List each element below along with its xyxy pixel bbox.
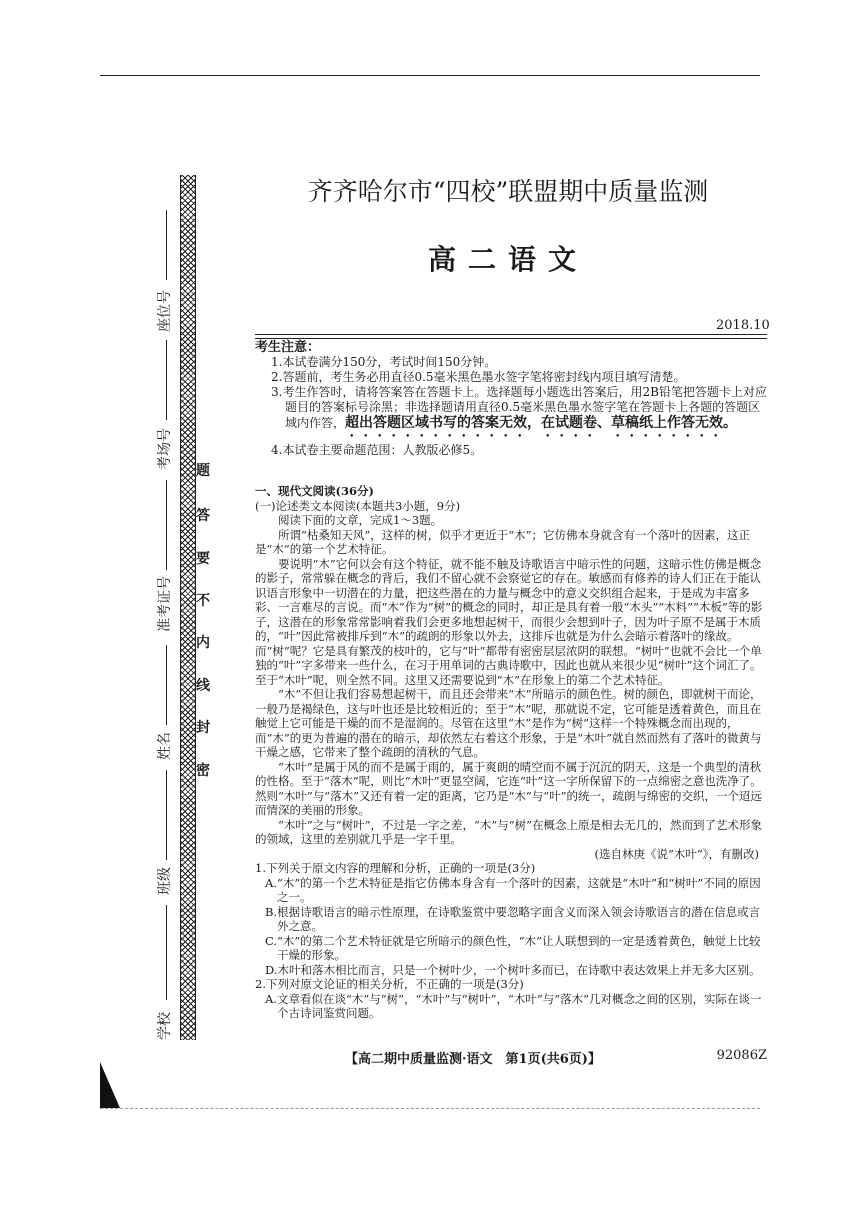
name-label: 姓名 [157, 732, 173, 760]
seal-char: 内 [196, 635, 210, 651]
page-label: 【高二期中质量监测·语文 第1页(共6页)】 [345, 1052, 601, 1067]
notice-emphasis: 超出答题区域书写的答案无效，在试题卷、草稿纸上作答无效。 [345, 415, 738, 431]
seal-char: 答 [196, 508, 210, 524]
paragraph: “木”不但让我们容易想起树干，而且还会带来“木”所暗示的颜色性。树的颜色，即就树干而论，一般乃是褐绿色，这与叶也还是比较相近的；至于“木”呢，那就说不定，它可能是透着黄色，而且在触觉上它可能是干燥的而不是湿润的。尽管在这里“木”是作为“树”这样一个特殊概念而出现的，而“木”的更为普遍的潜在的暗示，却依然左右着这个形象，于是“木叶”就自然而然有了落叶的微黄与干燥之感，它带来了整个疏朗的清秋的气息。 [255, 687, 762, 759]
scan-artifact-line [100, 1108, 760, 1110]
paragraph: “木叶”之与“树叶”，不过是一字之差，“木”与“树”在概念上原是相去无几的，然而到了艺术形象的领域，这里的差别就几乎是一字千里。 [255, 817, 763, 846]
exam-subtitle: 高二语文 [427, 243, 588, 276]
seat-label: 座位号 [157, 290, 173, 332]
top-rule [100, 75, 760, 76]
exam-title: 齐齐哈尔市“四校”联盟期中质量监测 [307, 177, 709, 206]
exam-no-line [166, 340, 167, 420]
question-1: 1.下列关于原文内容的理解和分析，正确的一项是(3分) [255, 861, 536, 875]
notice-item [255, 385, 767, 440]
option-1b: B.根据诗歌语言的暗示性原理，在诗歌鉴赏中要忽略字面含义而深入领会诗歌语言的潜在信息或言外之意。 [265, 904, 761, 933]
reading-section [255, 484, 767, 1021]
school-line [166, 905, 167, 1000]
notice-item: 1.本试卷满分150分，考试时间150分钟。 [271, 355, 497, 369]
seat-line [166, 210, 167, 280]
paragraph: “木叶”是属于风的而不是属于雨的，属于爽朗的晴空而不属于沉沉的阴天，这是一个典型的清秋的性格。至于“落木”呢，则比“木叶”更显空阔，它连“叶”这一字所保留下的一点绵密之意也洗净了。然则“木叶”与“落木”又还有着一定的距离，它乃是“木”与“叶”的统一，疏朗与绵密的交织，一个迢远而情深的美丽的形象。 [255, 759, 763, 817]
scan-corner-mark [100, 1062, 120, 1108]
option-1d: D.木叶和落木相比而言，只是一个树叶少，一个树叶多而已，在诗歌中表达效果上并无多大区别。 [265, 962, 761, 977]
school-label: 学校 [157, 1012, 173, 1040]
class-label: 班级 [157, 867, 173, 895]
notice-item: 2.答题前，考生务必用直径0.5毫米黑色墨水签字笔将密封线内项目填写清楚。 [271, 370, 686, 384]
seal-char: 要 [196, 551, 210, 567]
notice-item-text: 3.考生作答时，请将答案答在答题卡上。选择题每小题选出答案后，用2B铅笔把答题卡上对应题目的答案标号涂黑；非选择题请用直径0.5毫米黑色墨水签字笔在答题卡上各题的答题区域内作答， [271, 385, 767, 430]
paper-code: 92086Z [716, 1048, 767, 1063]
seal-char: 不 [196, 593, 210, 609]
option-1a: A.“木”的第一个艺术特征是指它仿佛本身含有一个落叶的因素，这就是“木叶”和“树叶”不同的原因之一。 [265, 875, 761, 904]
name-line [166, 645, 167, 725]
instruction: 阅读下面的文章，完成1～3题。 [278, 513, 443, 527]
paragraph: 要说明“木”它何以会有这个特征，就不能不触及诗歌语言中暗示性的问题，这暗示性仿佛是概念的影子，常常躲在概念的背后，我们不留心就不会察觉它的存在。敏感而有修养的诗人们正在于能认识语言形象中一切潜在的力量，把这些潜在的力量与概念中的意义交织组合起来，于是成为丰富多彩、一言难尽的言说。而“木”作为“树”的概念的同时，却正是具有着一般“木头”“木料”“木板”等的影子，这潜在的形象常常影响着我们会更多地想起树干，而很少会想到叶子，因为叶子原不是属于木质的，“叶”因此常被排斥到“木”的疏朗的形象以外去，这排斥也就是为什么会暗示着落叶的缘故。而“树”呢？它是具有繁茂的枝叶的，它与“叶”都带有密密层层浓阴的联想。“树叶”也就不会比一个单独的“叶”字多带来一些什么，在习于用单词的古典诗歌中，因此也就从来很少见“树叶”这个词汇了。至于“木叶”呢，则全然不同。这里又还需要说到“木”在形象上的第二个艺术特征。 [255, 556, 763, 687]
paragraph: 所谓“枯桑知天风”，这样的树，似乎才更近于“木”；它仿佛本身就含有一个落叶的因素，这正是“木”的第一个艺术特征。 [255, 527, 751, 556]
ticket-no-line [166, 480, 167, 570]
source-citation: (选自林庚《说“木叶”》，有删改) [594, 846, 759, 861]
option-1c: C.“木”的第二个艺术特征就是它所暗示的颜色性，“木”让人联想到的一定是透着黄色，触觉上比较干燥的形象。 [265, 933, 761, 962]
seal-char: 题 [196, 463, 210, 479]
subsection-heading: (一)论述类文本阅读(本题共3小题，9分) [255, 498, 461, 513]
option-2a: A.文章看似在谈“木”与“树”，“木叶”与“树叶”，“木叶”与“落木”几对概念之间的区别，实际在谈一个古诗词鉴赏问题。 [265, 991, 762, 1020]
ticket-no-label: 准考证号 [157, 576, 173, 632]
notice-heading: 考生注意： [255, 340, 321, 355]
notice-item: 4.本试卷主要命题范围：人教版必修5。 [271, 443, 483, 457]
exam-no-label: 考场号 [157, 428, 173, 470]
seal-char: 线 [196, 678, 210, 694]
question-2: 2.下列对原文论证的相关分析，不正确的一项是(3分) [255, 977, 524, 991]
seal-char: 密 [196, 763, 210, 779]
section-heading: 一、现代文阅读(36分) [255, 484, 374, 498]
seal-line-strip [180, 175, 196, 1040]
notice-block [255, 340, 767, 458]
header-rule [255, 334, 767, 339]
class-line [166, 770, 167, 860]
seal-char: 封 [196, 720, 210, 736]
exam-date: 2018.10 [716, 318, 770, 333]
